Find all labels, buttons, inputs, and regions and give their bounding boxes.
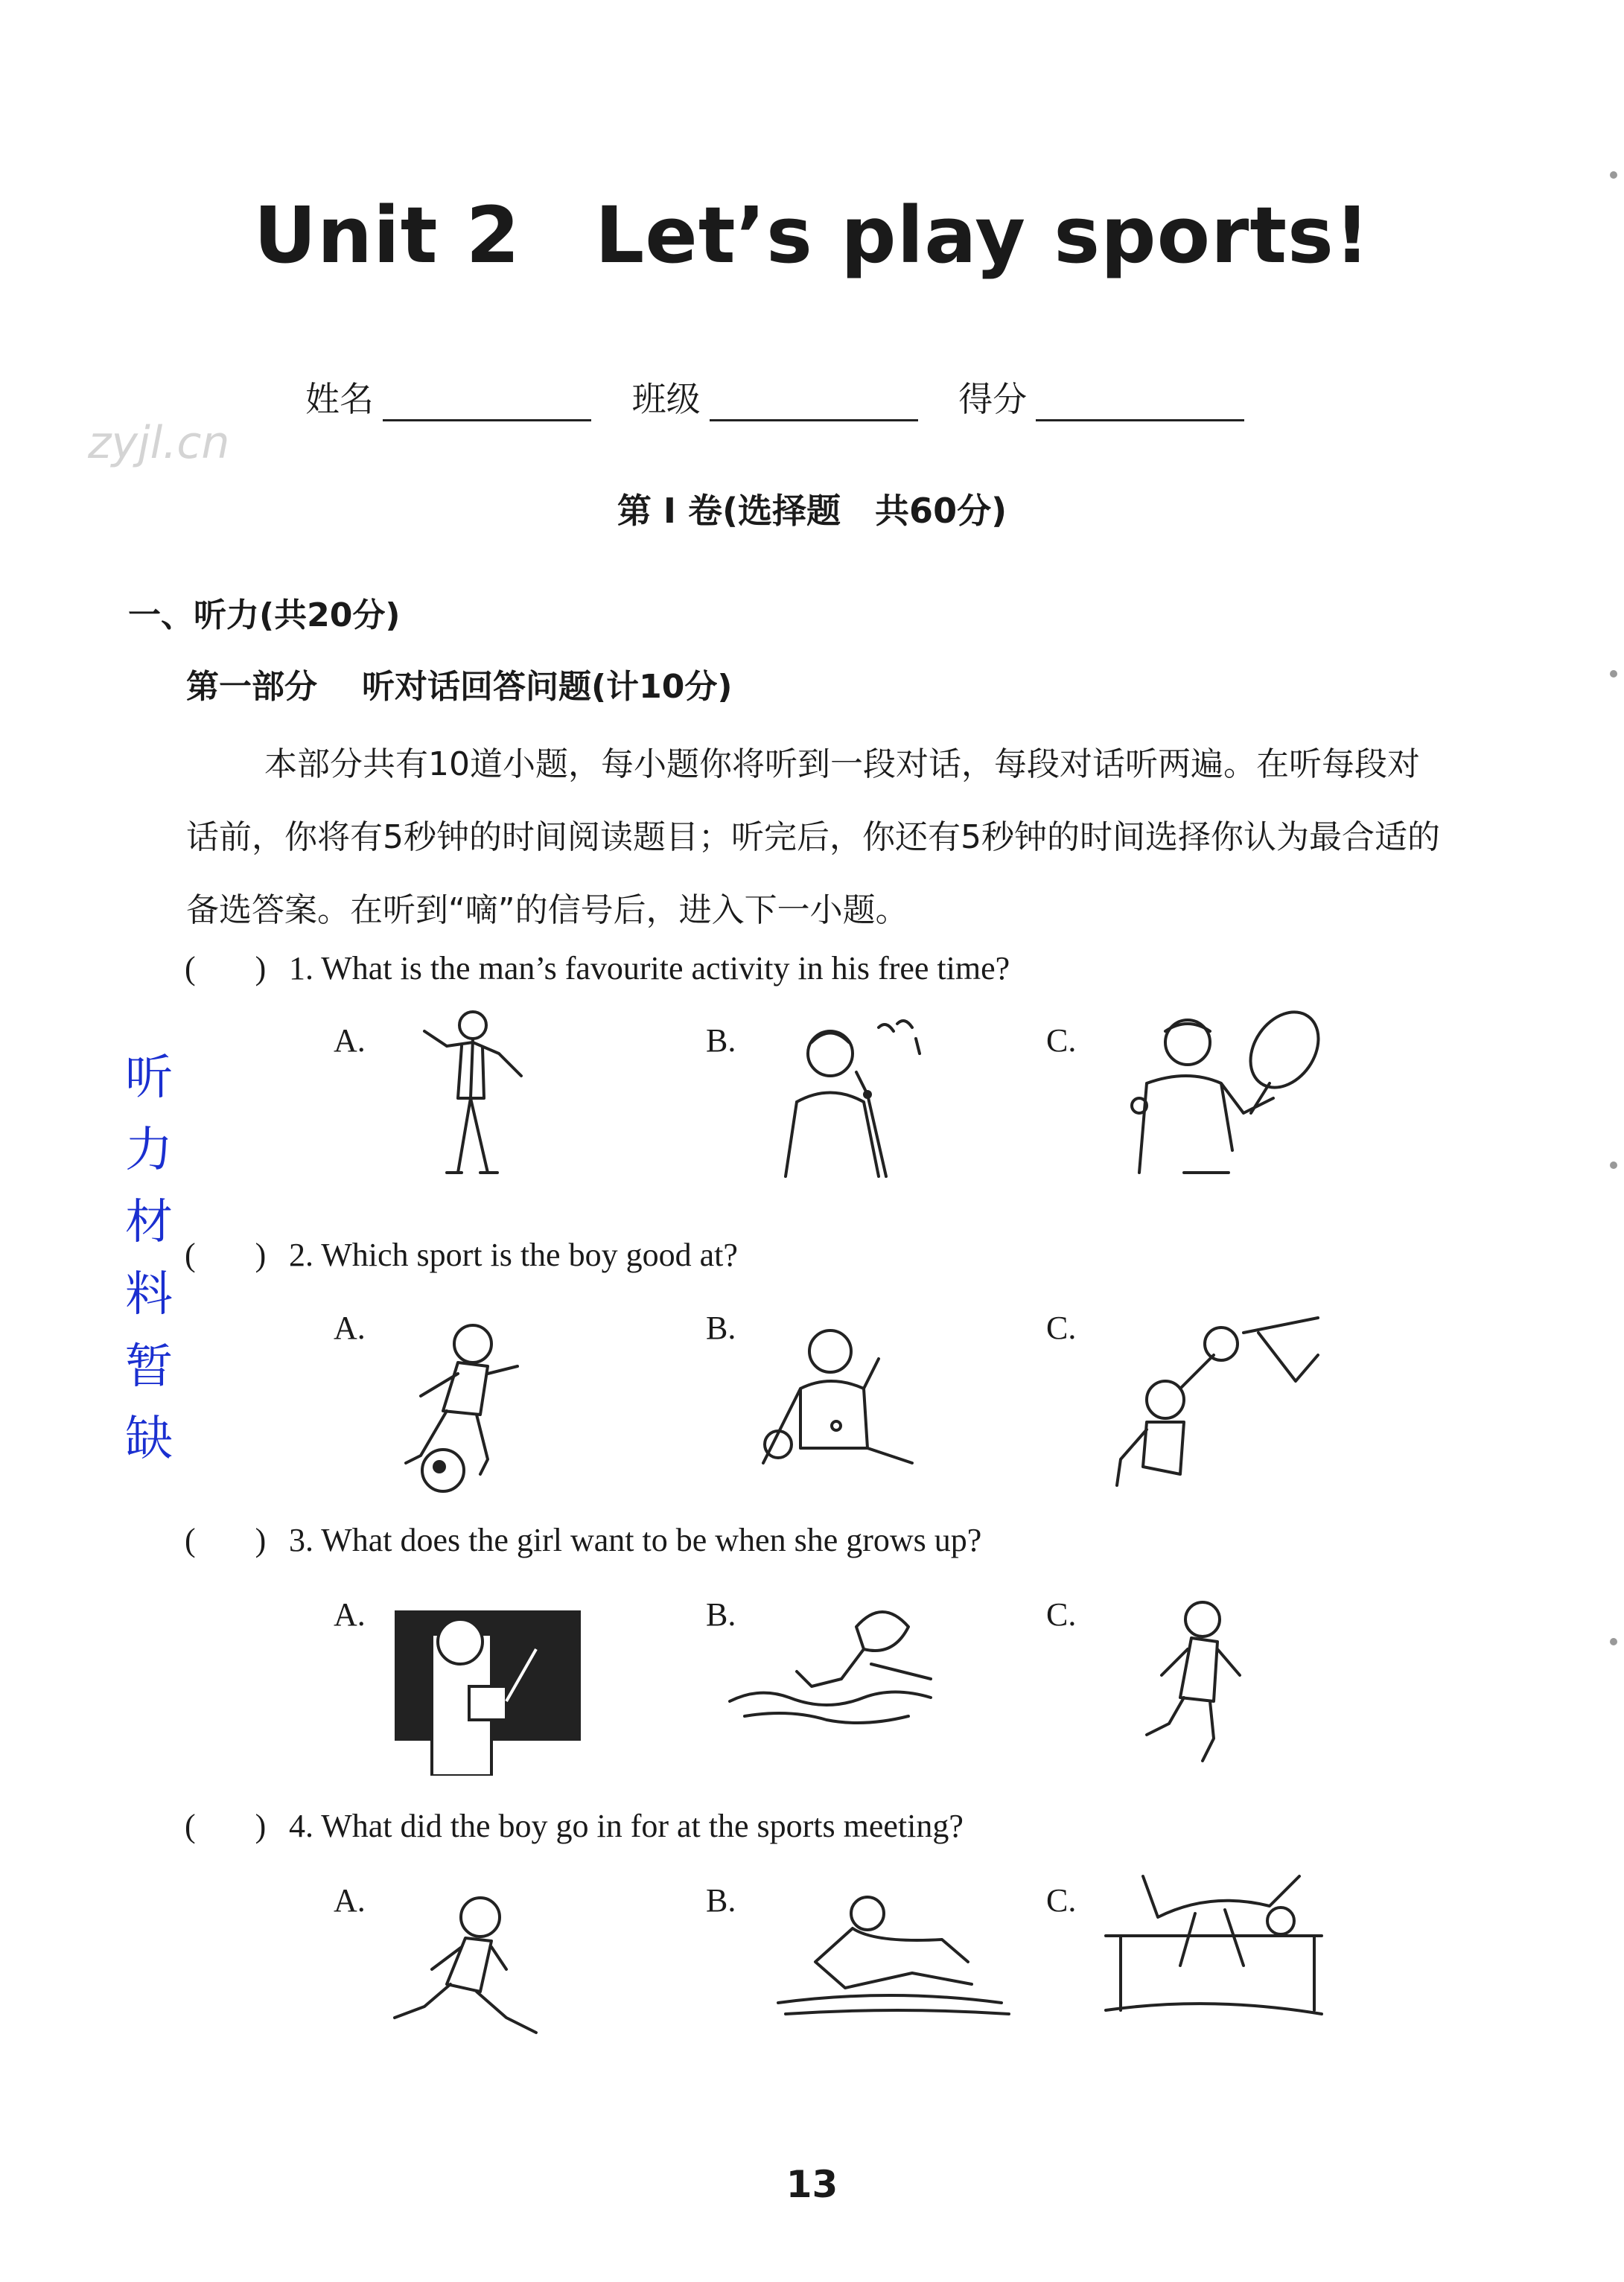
name-field[interactable] [383,385,591,421]
part-title: 听对话回答问题(计10分) [362,668,733,706]
option-label: A. [334,1882,366,1919]
class-field[interactable] [710,385,918,421]
question-text: 4. What did the boy go in for at the sports meeting? [289,1808,964,1844]
unit-name: Let’s play sports! [595,190,1371,281]
option-label: C. [1046,1310,1077,1346]
question [185,1807,964,1845]
option-label: A. [334,1310,366,1346]
edge-mark [1610,670,1617,678]
option-label: B. [706,1882,736,1919]
page-number: 13 [786,2163,838,2206]
part-label: 第一部分 [186,668,317,706]
question [185,1236,738,1274]
singing-man-image [767,1013,931,1180]
score-label: 得分 [958,379,1028,419]
unit-number: Unit 2 [253,190,521,281]
option-label: B. [706,1022,736,1059]
paper-section-heading: 第 I 卷(选择题 共60分) [617,491,1007,531]
option-label: C. [1046,1882,1077,1919]
option-label: C. [1046,1596,1077,1633]
name-label: 姓名 [305,379,374,419]
side-note-char: 料 [125,1267,173,1322]
table-tennis-boy-image [756,1314,916,1493]
answer-bracket[interactable]: ( ) [185,1522,267,1558]
part-heading [186,660,732,707]
question [185,949,1010,987]
teacher-woman-image [387,1604,585,1776]
option-label: B. [706,1310,736,1346]
edge-mark [1610,171,1617,179]
score-field[interactable] [1036,385,1244,421]
swimming-girl-image [715,1597,953,1735]
running-boy-image [387,1887,547,2047]
class-label: 班级 [631,379,701,419]
question-text: 1. What is the man’s favourite activity in his free time? [289,950,1010,987]
question-text: 2. Which sport is the boy good at? [289,1237,738,1273]
side-note-char: 听 [125,1051,173,1106]
side-note [119,1042,179,1476]
option-label: A. [334,1596,366,1633]
answer-bracket[interactable]: ( ) [185,1237,267,1273]
long-jump-boy-image [763,1891,1020,2021]
edge-mark [1610,1161,1617,1169]
side-note-char: 暂 [125,1339,173,1395]
basketball-boy-image [1109,1310,1322,1493]
watermark: zyjl.cn [88,417,230,469]
instructions: 本部分共有10道小题，每小题你将听到一段对话，每段对话听两遍。在听每段对话前，你将有5秒钟的时间阅读题目；听完后，你还有5秒钟的时间选择你认为最合适的备选答案。在听到“嘀”的信号后，进入下一小题。 [186,745,1440,929]
dancing-man-image [402,1001,536,1180]
side-note-char: 材 [125,1195,173,1250]
option-label: C. [1046,1022,1077,1059]
side-note-char: 缺 [125,1412,173,1467]
unit-title [0,190,1624,281]
high-jump-boy-image [1098,1861,1329,2033]
answer-bracket[interactable]: ( ) [185,950,267,987]
question-text: 3. What does the girl want to be when she grows up? [289,1522,982,1558]
option-label: B. [706,1596,736,1633]
question [185,1521,981,1559]
option-label: A. [334,1022,366,1059]
section-heading: 一、听力(共20分) [128,596,401,634]
side-note-char: 力 [125,1123,173,1178]
edge-mark [1610,1638,1617,1645]
football-boy-image [391,1314,536,1493]
answer-bracket[interactable]: ( ) [185,1808,267,1844]
student-info-row [305,372,1274,421]
tennis-player-image [1117,1001,1325,1184]
running-girl-image [1128,1593,1255,1772]
